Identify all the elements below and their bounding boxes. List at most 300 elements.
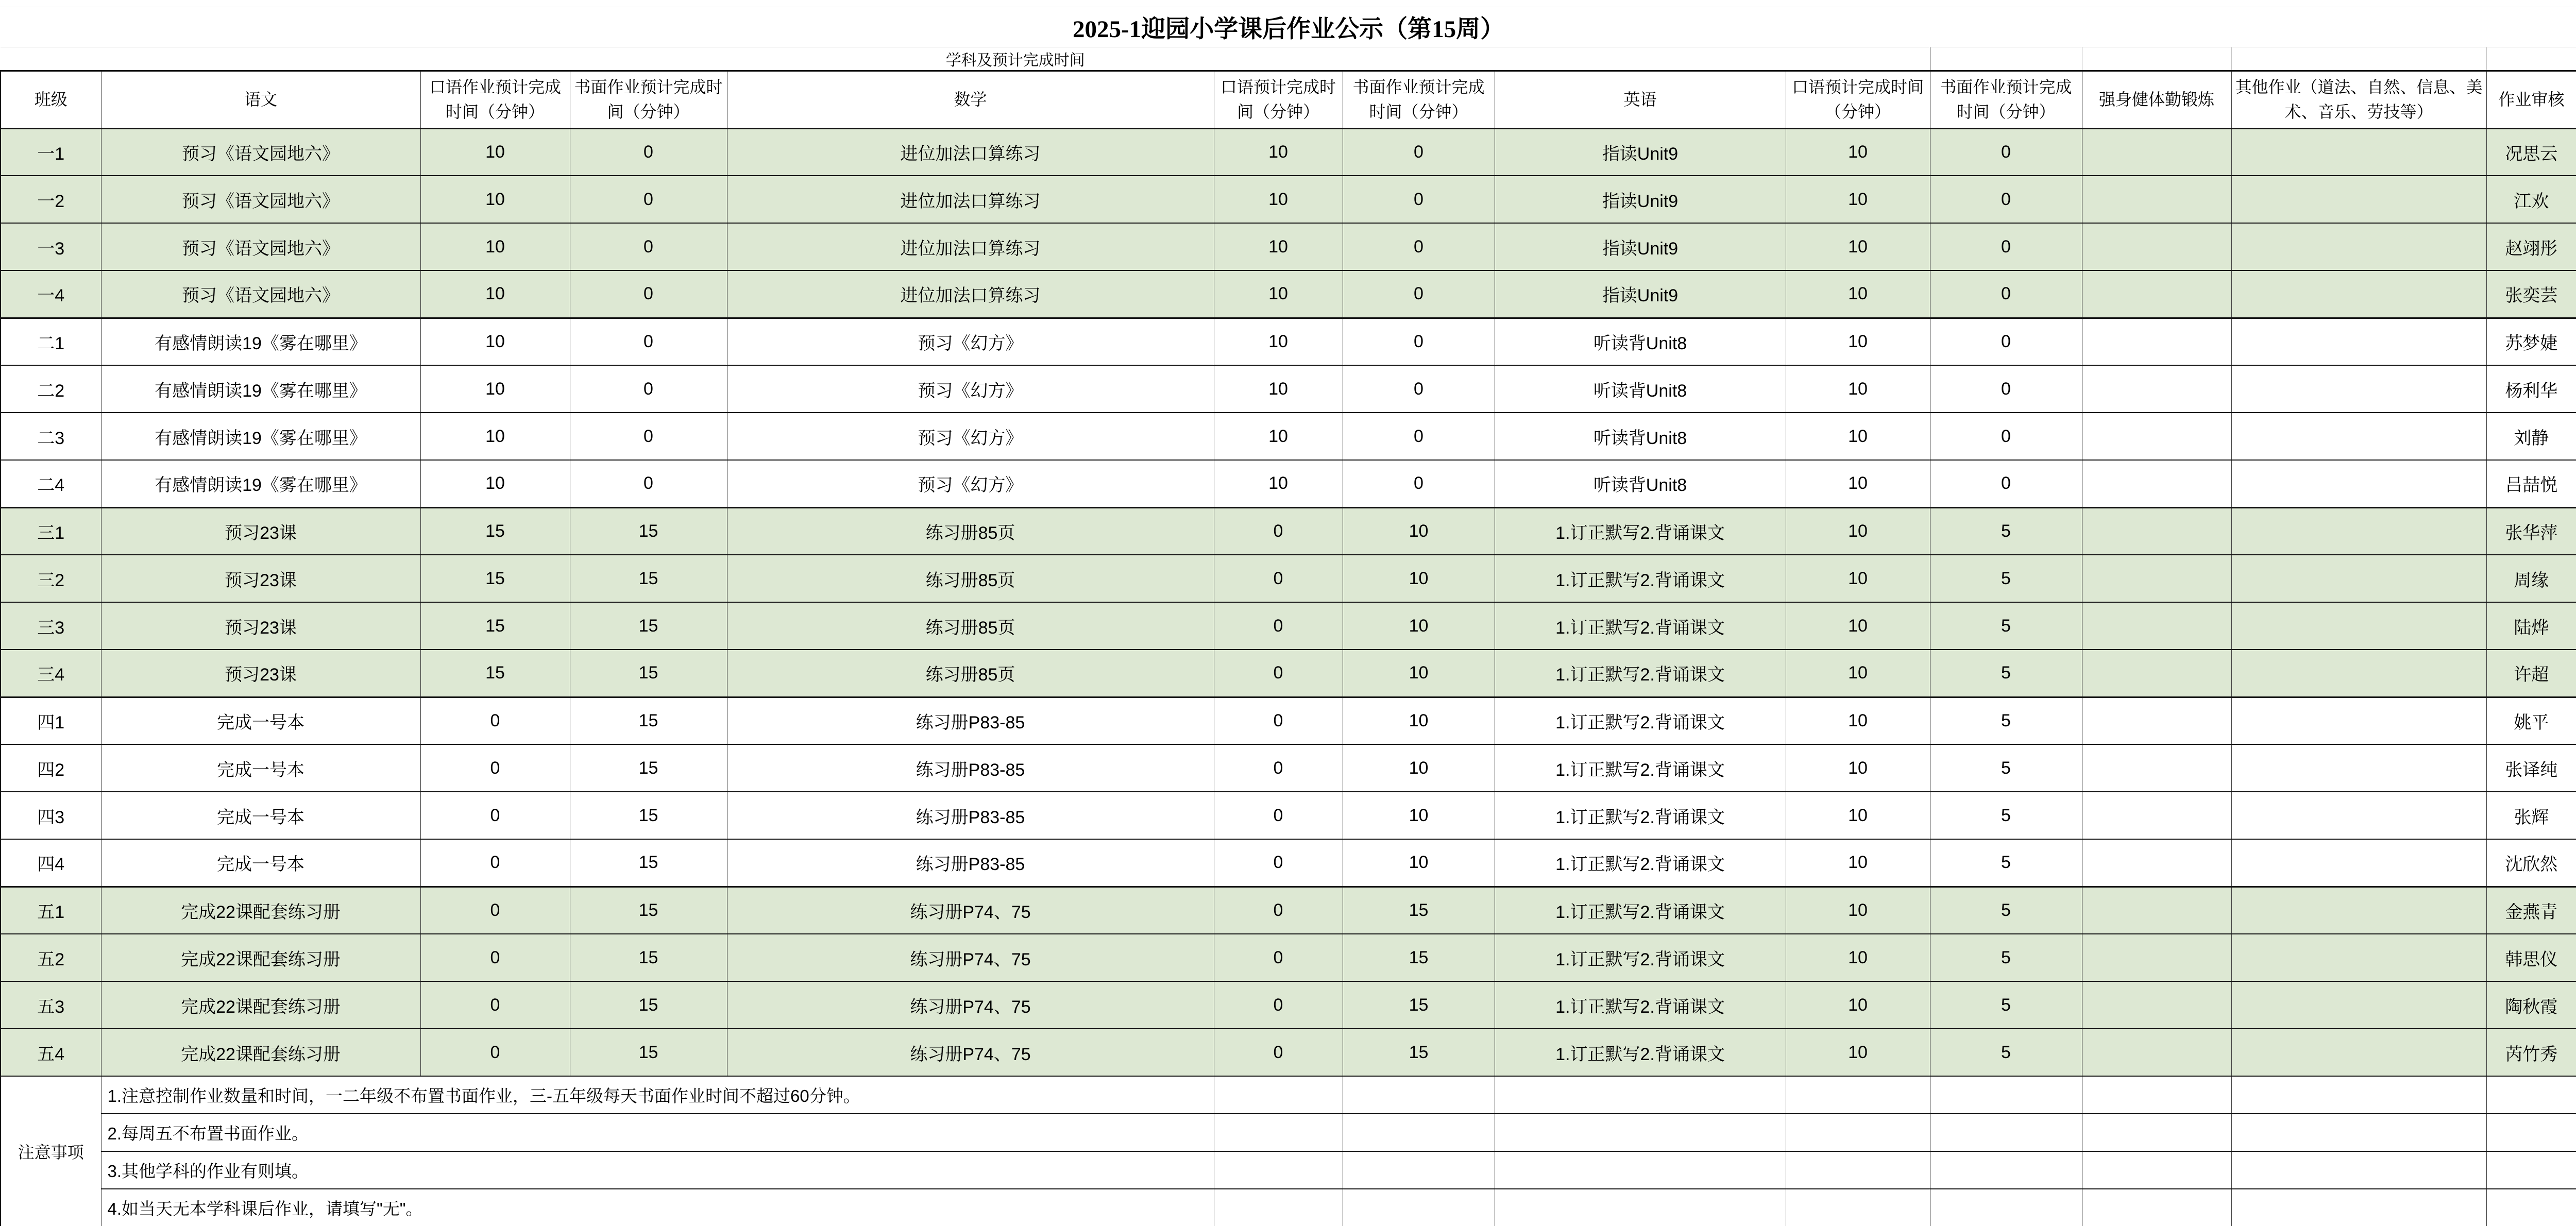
cell-math-written-time: 0 — [1343, 413, 1495, 460]
cell-class: 五1 — [1, 887, 101, 934]
empty-cell — [2231, 1114, 2486, 1151]
cell-chinese-oral-time: 15 — [420, 507, 570, 555]
cell-english-written-time: 5 — [1930, 555, 2082, 602]
cell-math-written-time: 0 — [1343, 460, 1495, 507]
cell-english-oral-time: 10 — [1786, 128, 1930, 176]
note-row — [1, 1114, 2576, 1151]
cell-chinese-homework: 完成一号本 — [101, 744, 420, 792]
cell-pe — [2082, 365, 2231, 413]
cell-class: 二1 — [1, 318, 101, 365]
cell-math-oral-time: 0 — [1214, 839, 1343, 887]
cell-math-oral-time: 0 — [1214, 555, 1343, 602]
cell-math-oral-time: 10 — [1214, 128, 1343, 176]
cell-class: 三2 — [1, 555, 101, 602]
cell-class: 一2 — [1, 176, 101, 223]
cell-math-written-time: 10 — [1343, 602, 1495, 650]
cell-math-oral-time: 0 — [1214, 1029, 1343, 1076]
empty-cell — [1495, 1189, 1786, 1226]
cell-chinese-oral-time: 0 — [420, 697, 570, 744]
cell-math-oral-time: 0 — [1214, 507, 1343, 555]
cell-chinese-oral-time: 10 — [420, 223, 570, 270]
cell-math-oral-time: 0 — [1214, 650, 1343, 697]
cell-other-subjects — [2231, 602, 2486, 650]
cell-chinese-oral-time: 10 — [420, 413, 570, 460]
cell-pe — [2082, 460, 2231, 507]
cell-english-oral-time: 10 — [1786, 318, 1930, 365]
empty-cell — [1214, 1189, 1343, 1226]
cell-math-written-time: 0 — [1343, 128, 1495, 176]
cell-other-subjects — [2231, 697, 2486, 744]
cell-math-written-time: 0 — [1343, 270, 1495, 318]
class-row — [1, 650, 2576, 697]
class-row — [1, 555, 2576, 602]
empty-cell — [2082, 1114, 2231, 1151]
cell-class: 五2 — [1, 934, 101, 981]
empty-cell — [1786, 1151, 1930, 1189]
cell-math-written-time: 0 — [1343, 365, 1495, 413]
cell-english-written-time: 5 — [1930, 507, 2082, 555]
cell-pe — [2082, 128, 2231, 176]
empty-cell — [1343, 1189, 1495, 1226]
cell-reviewer: 张译纯 — [2486, 744, 2576, 792]
cell-other-subjects — [2231, 1029, 2486, 1076]
cell-reviewer: 陆烨 — [2486, 602, 2576, 650]
cell-english-oral-time: 10 — [1786, 887, 1930, 934]
empty-cell — [2082, 47, 2231, 71]
data-rows — [1, 128, 2576, 1076]
cell-reviewer: 沈欣然 — [2486, 839, 2576, 887]
cell-english-homework: 指读Unit9 — [1495, 176, 1786, 223]
col-header-chinese-written-time: 书面作业预计完成时间（分钟） — [570, 71, 727, 128]
cell-pe — [2082, 555, 2231, 602]
class-row — [1, 507, 2576, 555]
cell-class: 四2 — [1, 744, 101, 792]
cell-pe — [2082, 650, 2231, 697]
empty-cell — [1786, 1189, 1930, 1226]
cell-class: 五3 — [1, 981, 101, 1029]
cell-class: 二2 — [1, 365, 101, 413]
cell-math-oral-time: 10 — [1214, 413, 1343, 460]
class-row — [1, 981, 2576, 1029]
cell-reviewer: 刘静 — [2486, 413, 2576, 460]
cell-chinese-homework: 预习23课 — [101, 555, 420, 602]
cell-reviewer: 吕喆悦 — [2486, 460, 2576, 507]
cell-english-written-time: 5 — [1930, 1029, 2082, 1076]
cell-chinese-homework: 完成一号本 — [101, 697, 420, 744]
cell-chinese-oral-time: 0 — [420, 839, 570, 887]
cell-chinese-oral-time: 15 — [420, 602, 570, 650]
cell-english-written-time: 0 — [1930, 413, 2082, 460]
col-header-math-oral-time: 口语预计完成时间（分钟） — [1214, 71, 1343, 128]
cell-math-homework: 进位加法口算练习 — [727, 128, 1214, 176]
cell-chinese-written-time: 0 — [570, 128, 727, 176]
cell-pe — [2082, 744, 2231, 792]
cell-class: 二3 — [1, 413, 101, 460]
cell-math-written-time: 15 — [1343, 934, 1495, 981]
cell-english-oral-time: 10 — [1786, 839, 1930, 887]
empty-cell — [2231, 1151, 2486, 1189]
cell-reviewer: 杨利华 — [2486, 365, 2576, 413]
cell-english-oral-time: 10 — [1786, 602, 1930, 650]
col-header-pe: 强身健体勤锻炼 — [2082, 71, 2231, 128]
cell-math-written-time: 10 — [1343, 697, 1495, 744]
cell-pe — [2082, 792, 2231, 839]
cell-math-homework: 进位加法口算练习 — [727, 270, 1214, 318]
cell-reviewer: 金燕青 — [2486, 887, 2576, 934]
cell-chinese-homework: 预习《语文园地六》 — [101, 128, 420, 176]
empty-cell — [2082, 1151, 2231, 1189]
cell-pe — [2082, 270, 2231, 318]
cell-class: 四4 — [1, 839, 101, 887]
cell-chinese-oral-time: 15 — [420, 650, 570, 697]
cell-chinese-written-time: 0 — [570, 413, 727, 460]
cell-reviewer: 张辉 — [2486, 792, 2576, 839]
class-row — [1, 365, 2576, 413]
cell-english-oral-time: 10 — [1786, 650, 1930, 697]
cell-other-subjects — [2231, 223, 2486, 270]
cell-english-homework: 1.订正默写2.背诵课文 — [1495, 934, 1786, 981]
cell-chinese-written-time: 0 — [570, 176, 727, 223]
cell-class: 四3 — [1, 792, 101, 839]
cell-math-oral-time: 10 — [1214, 318, 1343, 365]
cell-pe — [2082, 602, 2231, 650]
class-row — [1, 792, 2576, 839]
cell-other-subjects — [2231, 413, 2486, 460]
cell-chinese-oral-time: 10 — [420, 365, 570, 413]
cell-other-subjects — [2231, 650, 2486, 697]
empty-cell — [1214, 1114, 1343, 1151]
cell-class: 三4 — [1, 650, 101, 697]
cell-class: 五4 — [1, 1029, 101, 1076]
class-row — [1, 460, 2576, 507]
cell-math-written-time: 10 — [1343, 507, 1495, 555]
cell-math-homework: 进位加法口算练习 — [727, 176, 1214, 223]
cell-english-oral-time: 10 — [1786, 981, 1930, 1029]
class-row — [1, 1029, 2576, 1076]
cell-chinese-oral-time: 10 — [420, 176, 570, 223]
cell-other-subjects — [2231, 176, 2486, 223]
cell-english-oral-time: 10 — [1786, 1029, 1930, 1076]
empty-cell — [1786, 1114, 1930, 1151]
cell-chinese-written-time: 15 — [570, 555, 727, 602]
cell-math-written-time: 0 — [1343, 223, 1495, 270]
cell-chinese-homework: 预习23课 — [101, 602, 420, 650]
cell-chinese-written-time: 0 — [570, 223, 727, 270]
cell-chinese-oral-time: 10 — [420, 270, 570, 318]
cell-english-homework: 听读背Unit8 — [1495, 413, 1786, 460]
empty-cell — [2231, 1076, 2486, 1114]
cell-chinese-oral-time: 0 — [420, 792, 570, 839]
cell-math-written-time: 0 — [1343, 318, 1495, 365]
empty-cell — [2486, 1151, 2576, 1189]
cell-math-oral-time: 10 — [1214, 270, 1343, 318]
cell-chinese-homework: 预习《语文园地六》 — [101, 270, 420, 318]
cell-english-homework: 1.订正默写2.背诵课文 — [1495, 1029, 1786, 1076]
empty-cell — [1214, 1076, 1343, 1114]
cell-math-oral-time: 0 — [1214, 792, 1343, 839]
cell-pe — [2082, 176, 2231, 223]
empty-cell — [1930, 1189, 2082, 1226]
cell-chinese-written-time: 15 — [570, 792, 727, 839]
cell-math-written-time: 15 — [1343, 887, 1495, 934]
cell-pe — [2082, 1029, 2231, 1076]
cell-chinese-homework: 完成一号本 — [101, 839, 420, 887]
cell-chinese-oral-time: 0 — [420, 981, 570, 1029]
cell-english-homework: 听读背Unit8 — [1495, 460, 1786, 507]
cell-chinese-homework: 有感情朗读19《雾在哪里》 — [101, 413, 420, 460]
note-row — [1, 1151, 2576, 1189]
empty-cell — [1214, 1151, 1343, 1189]
cell-reviewer: 况思云 — [2486, 128, 2576, 176]
cell-class: 三3 — [1, 602, 101, 650]
cell-pe — [2082, 934, 2231, 981]
cell-english-homework: 1.订正默写2.背诵课文 — [1495, 744, 1786, 792]
cell-math-oral-time: 10 — [1214, 460, 1343, 507]
empty-cell — [1930, 47, 2082, 71]
empty-cell — [1786, 1076, 1930, 1114]
cell-math-homework: 练习册85页 — [727, 555, 1214, 602]
empty-cell — [2231, 47, 2486, 71]
cell-chinese-homework: 有感情朗读19《雾在哪里》 — [101, 460, 420, 507]
cell-chinese-homework: 预习23课 — [101, 650, 420, 697]
cell-pe — [2082, 981, 2231, 1029]
cell-english-homework: 1.订正默写2.背诵课文 — [1495, 555, 1786, 602]
cell-chinese-written-time: 0 — [570, 365, 727, 413]
cell-math-written-time: 10 — [1343, 744, 1495, 792]
cell-chinese-homework: 预习《语文园地六》 — [101, 176, 420, 223]
cell-chinese-homework: 有感情朗读19《雾在哪里》 — [101, 365, 420, 413]
cell-english-oral-time: 10 — [1786, 270, 1930, 318]
cell-reviewer: 苏梦婕 — [2486, 318, 2576, 365]
empty-cell — [1495, 1151, 1786, 1189]
cell-math-oral-time: 0 — [1214, 934, 1343, 981]
cell-english-written-time: 0 — [1930, 223, 2082, 270]
cell-chinese-written-time: 0 — [570, 460, 727, 507]
cell-chinese-written-time: 15 — [570, 981, 727, 1029]
class-row — [1, 413, 2576, 460]
cell-english-written-time: 5 — [1930, 839, 2082, 887]
cell-chinese-written-time: 15 — [570, 887, 727, 934]
cell-english-oral-time: 10 — [1786, 365, 1930, 413]
cell-math-homework: 练习册P74、75 — [727, 981, 1214, 1029]
cell-chinese-oral-time: 0 — [420, 887, 570, 934]
col-header-math: 数学 — [727, 71, 1214, 128]
class-row — [1, 270, 2576, 318]
cell-english-homework: 1.订正默写2.背诵课文 — [1495, 650, 1786, 697]
cell-english-homework: 1.订正默写2.背诵课文 — [1495, 507, 1786, 555]
cell-english-written-time: 0 — [1930, 176, 2082, 223]
cell-english-homework: 听读背Unit8 — [1495, 318, 1786, 365]
cell-english-written-time: 5 — [1930, 650, 2082, 697]
cell-chinese-written-time: 15 — [570, 839, 727, 887]
empty-cell — [2486, 47, 2576, 71]
subtitle-row — [1, 47, 2576, 71]
cell-math-homework: 预习《幻方》 — [727, 413, 1214, 460]
cell-other-subjects — [2231, 981, 2486, 1029]
cell-chinese-written-time: 15 — [570, 650, 727, 697]
cell-chinese-written-time: 15 — [570, 602, 727, 650]
cell-chinese-written-time: 15 — [570, 507, 727, 555]
cell-english-oral-time: 10 — [1786, 413, 1930, 460]
col-header-other-subjects: 其他作业（道法、自然、信息、美术、音乐、劳技等） — [2231, 71, 2486, 128]
cell-english-homework: 1.订正默写2.背诵课文 — [1495, 887, 1786, 934]
cell-english-oral-time: 10 — [1786, 507, 1930, 555]
cell-math-homework: 进位加法口算练习 — [727, 223, 1214, 270]
cell-reviewer: 张奕芸 — [2486, 270, 2576, 318]
cell-other-subjects — [2231, 887, 2486, 934]
cell-english-written-time: 5 — [1930, 744, 2082, 792]
class-row — [1, 839, 2576, 887]
cell-english-written-time: 0 — [1930, 270, 2082, 318]
class-row — [1, 128, 2576, 176]
cell-reviewer: 许超 — [2486, 650, 2576, 697]
cell-reviewer: 周缘 — [2486, 555, 2576, 602]
empty-cell — [2231, 1189, 2486, 1226]
notes-label: 注意事项 — [1, 1076, 101, 1226]
note-item-2: 2.每周五不布置书面作业。 — [101, 1114, 1214, 1151]
cell-math-written-time: 10 — [1343, 839, 1495, 887]
cell-math-homework: 练习册P83-85 — [727, 792, 1214, 839]
cell-english-oral-time: 10 — [1786, 744, 1930, 792]
col-header-chinese: 语文 — [101, 71, 420, 128]
cell-math-written-time: 15 — [1343, 1029, 1495, 1076]
cell-math-written-time: 10 — [1343, 650, 1495, 697]
note-row — [1, 1189, 2576, 1226]
cell-reviewer: 姚平 — [2486, 697, 2576, 744]
cell-math-written-time: 0 — [1343, 176, 1495, 223]
cell-class: 一3 — [1, 223, 101, 270]
empty-cell — [1343, 1151, 1495, 1189]
col-header-math-written-time: 书面作业预计完成时间（分钟） — [1343, 71, 1495, 128]
cell-reviewer: 韩思仪 — [2486, 934, 2576, 981]
cell-math-homework: 预习《幻方》 — [727, 365, 1214, 413]
cell-chinese-homework: 完成22课配套练习册 — [101, 981, 420, 1029]
col-header-reviewer: 作业审核 — [2486, 71, 2576, 128]
cell-math-homework: 练习册P83-85 — [727, 839, 1214, 887]
cell-chinese-homework: 预习《语文园地六》 — [101, 223, 420, 270]
class-row — [1, 744, 2576, 792]
cell-english-oral-time: 10 — [1786, 792, 1930, 839]
class-row — [1, 176, 2576, 223]
cell-chinese-oral-time: 15 — [420, 555, 570, 602]
cell-math-homework: 练习册P83-85 — [727, 744, 1214, 792]
cell-chinese-written-time: 15 — [570, 744, 727, 792]
empty-cell — [1930, 1151, 2082, 1189]
cell-pe — [2082, 887, 2231, 934]
cell-english-homework: 1.订正默写2.背诵课文 — [1495, 839, 1786, 887]
class-row — [1, 318, 2576, 365]
cell-class: 四1 — [1, 697, 101, 744]
cell-chinese-written-time: 0 — [570, 318, 727, 365]
empty-cell — [2082, 1189, 2231, 1226]
subtitle: 学科及预计完成时间 — [945, 52, 1085, 69]
cell-pe — [2082, 413, 2231, 460]
cell-pe — [2082, 507, 2231, 555]
empty-cell — [1930, 1114, 2082, 1151]
cell-math-oral-time: 0 — [1214, 697, 1343, 744]
cell-math-oral-time: 10 — [1214, 365, 1343, 413]
empty-cell — [2486, 1189, 2576, 1226]
cell-math-oral-time: 0 — [1214, 744, 1343, 792]
cell-english-homework: 1.订正默写2.背诵课文 — [1495, 697, 1786, 744]
cell-math-oral-time: 0 — [1214, 887, 1343, 934]
cell-chinese-written-time: 15 — [570, 697, 727, 744]
cell-other-subjects — [2231, 744, 2486, 792]
cell-math-oral-time: 10 — [1214, 176, 1343, 223]
cell-class: 二4 — [1, 460, 101, 507]
cell-other-subjects — [2231, 792, 2486, 839]
cell-reviewer: 江欢 — [2486, 176, 2576, 223]
cell-english-homework: 1.订正默写2.背诵课文 — [1495, 602, 1786, 650]
cell-english-written-time: 5 — [1930, 887, 2082, 934]
cell-english-written-time: 5 — [1930, 792, 2082, 839]
cell-english-homework: 指读Unit9 — [1495, 223, 1786, 270]
empty-cell — [1343, 1076, 1495, 1114]
cell-chinese-written-time: 15 — [570, 934, 727, 981]
title-row — [1, 7, 2576, 47]
cell-math-written-time: 15 — [1343, 981, 1495, 1029]
cell-math-homework: 练习册P74、75 — [727, 934, 1214, 981]
cell-other-subjects — [2231, 934, 2486, 981]
cell-chinese-homework: 完成22课配套练习册 — [101, 1029, 420, 1076]
cell-class: 三1 — [1, 507, 101, 555]
cell-math-written-time: 10 — [1343, 792, 1495, 839]
cell-chinese-homework: 预习23课 — [101, 507, 420, 555]
cell-math-homework: 练习册85页 — [727, 602, 1214, 650]
col-header-english-oral-time: 口语预计完成时间（分钟） — [1786, 71, 1930, 128]
class-row — [1, 697, 2576, 744]
cell-math-homework: 预习《幻方》 — [727, 460, 1214, 507]
class-row — [1, 934, 2576, 981]
cell-english-oral-time: 10 — [1786, 176, 1930, 223]
cell-other-subjects — [2231, 128, 2486, 176]
cell-class: 一4 — [1, 270, 101, 318]
cell-chinese-oral-time: 0 — [420, 934, 570, 981]
cell-other-subjects — [2231, 365, 2486, 413]
cell-math-homework: 预习《幻方》 — [727, 318, 1214, 365]
cell-chinese-oral-time: 0 — [420, 744, 570, 792]
cell-english-written-time: 0 — [1930, 460, 2082, 507]
cell-english-oral-time: 10 — [1786, 697, 1930, 744]
cell-reviewer: 芮竹秀 — [2486, 1029, 2576, 1076]
cell-reviewer: 赵翊彤 — [2486, 223, 2576, 270]
cell-math-oral-time: 0 — [1214, 602, 1343, 650]
cell-chinese-homework: 完成22课配套练习册 — [101, 934, 420, 981]
cell-english-oral-time: 10 — [1786, 460, 1930, 507]
cell-math-homework: 练习册P83-85 — [727, 697, 1214, 744]
col-header-english: 英语 — [1495, 71, 1786, 128]
cell-chinese-written-time: 0 — [570, 270, 727, 318]
cell-english-written-time: 5 — [1930, 981, 2082, 1029]
cell-pe — [2082, 223, 2231, 270]
note-item-4: 4.如当天无本学科课后作业，请填写"无"。 — [101, 1189, 1214, 1226]
class-row — [1, 887, 2576, 934]
cell-english-written-time: 0 — [1930, 318, 2082, 365]
cell-chinese-oral-time: 10 — [420, 128, 570, 176]
cell-chinese-written-time: 15 — [570, 1029, 727, 1076]
note-item-1: 1.注意控制作业数量和时间，一二年级不布置书面作业，三-五年级每天书面作业时间不超过60分钟。 — [101, 1076, 1214, 1114]
cell-math-homework: 练习册85页 — [727, 650, 1214, 697]
note-row — [1, 1076, 2576, 1114]
cell-math-homework: 练习册P74、75 — [727, 887, 1214, 934]
cell-other-subjects — [2231, 839, 2486, 887]
cell-english-oral-time: 10 — [1786, 555, 1930, 602]
empty-cell — [2486, 1076, 2576, 1114]
empty-cell — [1495, 1114, 1786, 1151]
cell-other-subjects — [2231, 270, 2486, 318]
empty-cell — [2486, 1114, 2576, 1151]
cell-chinese-homework: 完成22课配套练习册 — [101, 887, 420, 934]
